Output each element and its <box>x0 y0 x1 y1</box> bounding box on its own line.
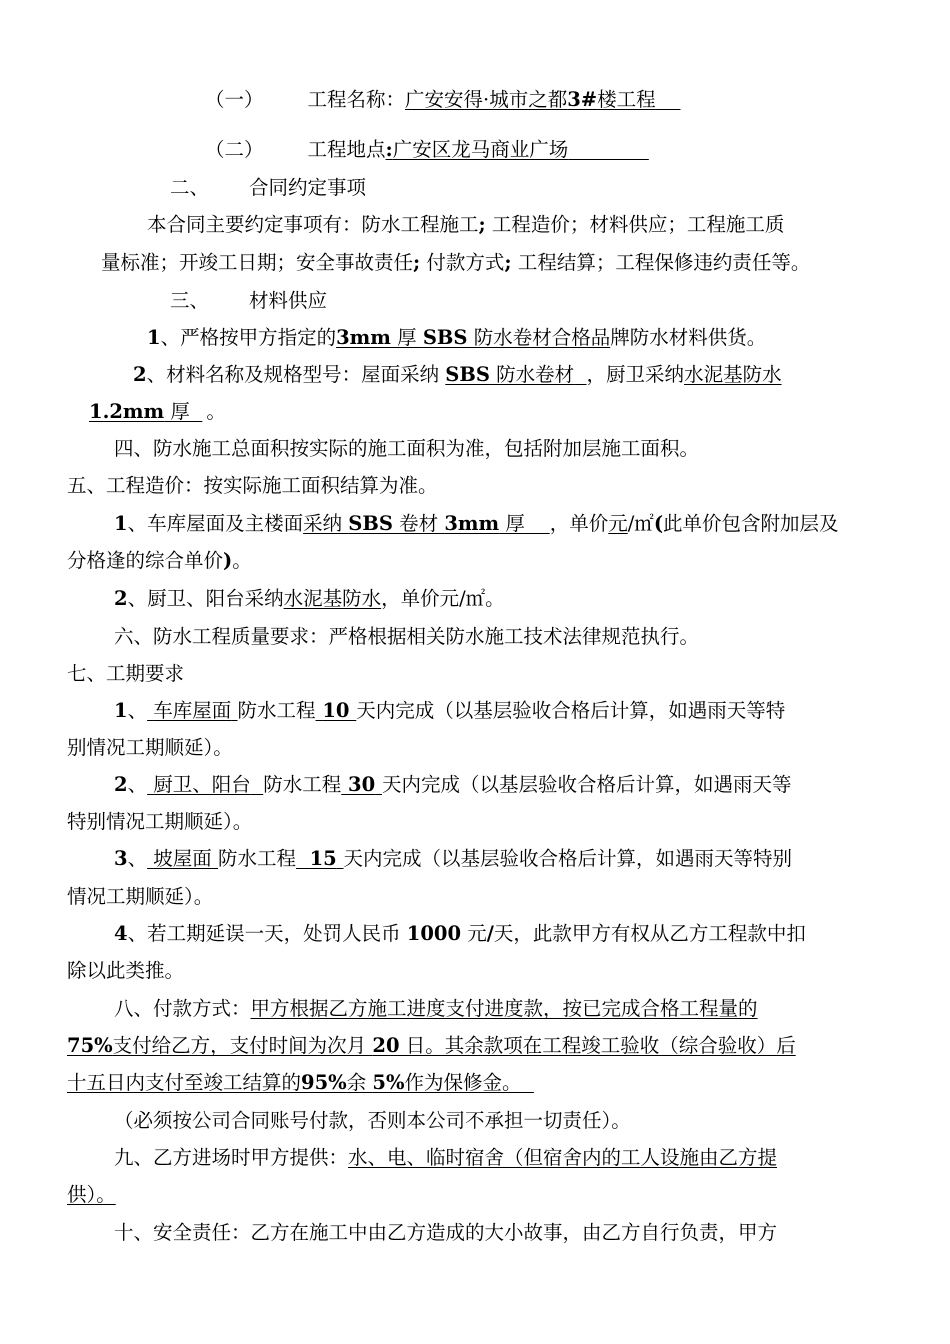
heading-contract-terms: 二、 合同约定事项 <box>170 176 367 199</box>
item-label: （二） <box>205 138 264 161</box>
item-label: （一） <box>205 88 264 111</box>
heading-material-supply: 三、 材料供应 <box>170 289 328 312</box>
payment-line-1: 八、付款方式：甲方根据乙方施工进度支付进度款，按已完成合格工程量的 <box>114 997 758 1020</box>
paragraph-terms-2: 量标准；开竣工日期；安全事故责任; 付款方式; 工程结算；工程保修违约责任等。 <box>101 251 811 274</box>
cost-item-1-cont: 分格逢的综合单价)。 <box>67 549 252 572</box>
payment-terms: 甲方根据乙方施工进度支付进度款，按已完成合格工程量的 <box>250 997 758 1020</box>
schedule-item-3-cont: 情况工期顺延）。 <box>67 885 214 908</box>
paragraph-cost: 五、工程造价：按实际施工面积结算为准。 <box>67 474 438 497</box>
material-item-2: 2、材料名称及规格型号：屋面采纳 SBS 防水卷材 ，厨卫采纳水泥基防水 <box>133 363 782 386</box>
roof-material: SBS 防水卷材 <box>445 363 575 386</box>
payment-line-2 <box>67 1032 796 1060</box>
bathroom-material: 水泥基防水 <box>684 363 782 386</box>
material-spec: 3mm 厚 SBS 防水卷材合格品 <box>336 326 611 349</box>
site-provision-line-1: 九、乙方进场时甲方提供：水、电、临时宿舍（但宿舍内的工人设施由乙方提 <box>114 1146 778 1169</box>
schedule-item-2: 2、 厨卫、阳台 防水工程 30 天内完成（以基层验收合格后计算，如遇雨天等 <box>114 773 792 796</box>
paragraph-area: 四、防水施工总面积按实际的施工面积为准，包括附加层施工面积。 <box>114 437 700 460</box>
site-provision-line-2 <box>67 1181 116 1209</box>
field-key: 工程地点 <box>307 138 386 161</box>
cost-item-2: 2、厨卫、阳台采纳水泥基防水，单价元/㎡。 <box>114 587 505 610</box>
paragraph-terms-1: 本合同主要约定事项有：防水工程施工; 工程造价；材料供应；工程施工质 <box>147 213 785 236</box>
schedule-item-1-cont: 别情况工期顺延）。 <box>67 736 233 759</box>
unit-price: 元 <box>608 512 628 535</box>
schedule-area: 厨卫、阳台 <box>153 773 251 796</box>
payment-terms: 75%支付给乙方，支付时间为次月 20 日。其余款项在工程竣工验收（综合验收）后 <box>67 1034 796 1057</box>
project-location-value: :广安区龙马商业广场 <box>385 138 569 161</box>
schedule-item-4-cont: 除以此类推。 <box>67 959 185 982</box>
material-item-2-cont: 1.2mm 厚 。 <box>89 400 226 423</box>
project-name-value: 广安安得·城市之都3#楼工程 <box>405 88 656 111</box>
schedule-item-2-cont: 特别情况工期顺延）。 <box>67 810 253 833</box>
bathroom-material: 水泥基防水 <box>283 587 382 610</box>
field-key: 工程名称： <box>307 88 406 111</box>
paragraph-quality: 六、防水工程质量要求：严格根据相关防水施工技术法律规范执行。 <box>114 625 700 648</box>
payment-note: （必须按公司合同账号付款，否则本公司不承担一切责任）。 <box>114 1109 631 1132</box>
cost-item-1: 1、车库屋面及主楼面采纳 SBS 卷材 3mm 厚 ，单价元/㎡(此单价包含附加层及 <box>114 512 839 535</box>
project-name-line <box>205 86 680 114</box>
project-location-line <box>205 136 649 164</box>
schedule-area: 车库屋面 <box>153 699 232 722</box>
paragraph-safety: 十、安全责任：乙方在施工中由乙方造成的大小故事，由乙方自行负责，甲方 <box>114 1221 778 1244</box>
material-item-1: 1、严格按甲方指定的3mm 厚 SBS 防水卷材合格品牌防水材料供货。 <box>147 326 767 349</box>
schedule-item-4: 4、若工期延误一天，处罚人民币 1000 元/天，此款甲方有权从乙方工程款中扣 <box>114 922 806 945</box>
schedule-item-1: 1、 车库屋面 防水工程 10 天内完成（以基层验收合格后计算，如遇雨天等特 <box>114 699 786 722</box>
schedule-item-3: 3、 坡屋面 防水工程 15 天内完成（以基层验收合格后计算，如遇雨天等特别 <box>114 847 793 870</box>
schedule-days: 10 <box>322 699 350 722</box>
heading-schedule: 七、工期要求 <box>67 662 185 685</box>
schedule-days: 15 <box>309 847 337 870</box>
payment-terms: 十五日内支付至竣工结算的95%余 5%作为保修金。 <box>67 1071 522 1094</box>
schedule-days: 30 <box>348 773 376 796</box>
provided-items: 供）。 <box>67 1183 116 1206</box>
provided-items: 水、电、临时宿舍（但宿舍内的工人设施由乙方提 <box>348 1146 778 1169</box>
bathroom-thickness: 1.2mm 厚 <box>89 400 190 423</box>
garage-roof-material: 采纳 SBS 卷材 3mm 厚 <box>303 512 525 535</box>
payment-line-3 <box>67 1069 534 1097</box>
schedule-area: 坡屋面 <box>153 847 212 870</box>
